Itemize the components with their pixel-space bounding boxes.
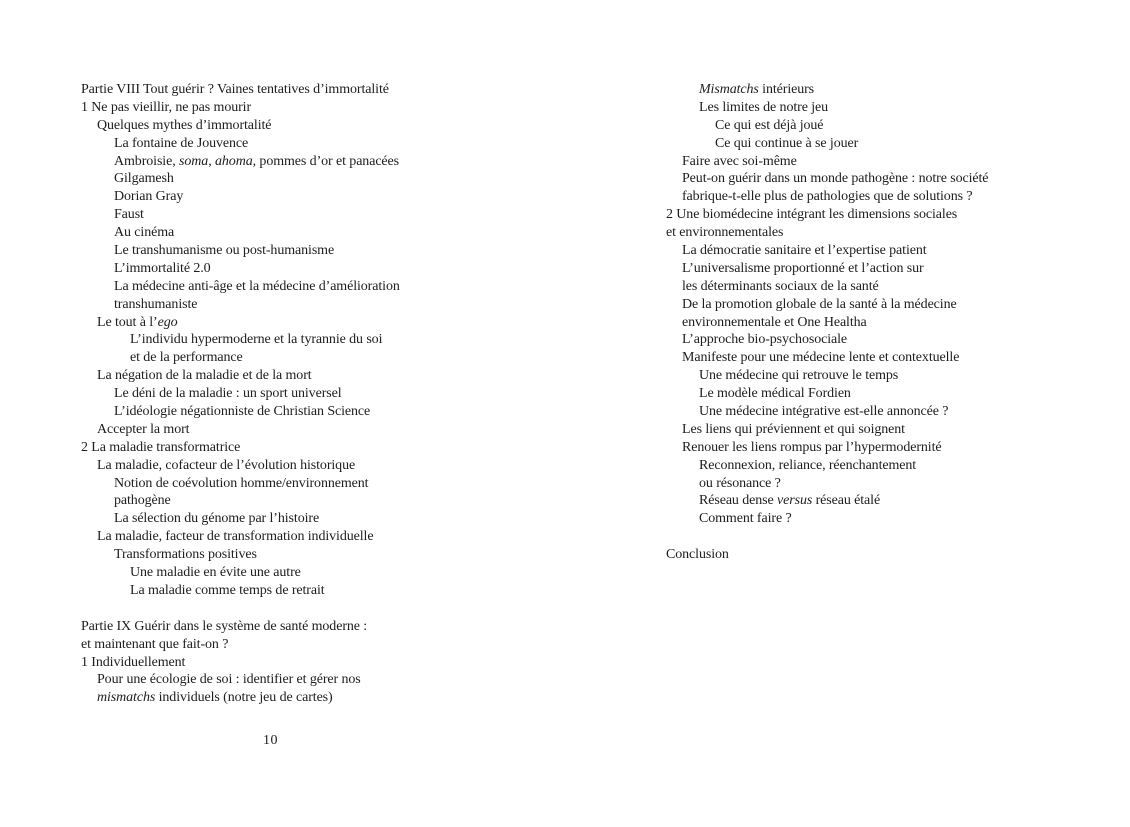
toc-subsection: Comment faire ? (699, 511, 792, 527)
toc-subsection: Les limites de notre jeu (699, 99, 829, 115)
toc-part-heading-continued: et maintenant que fait-on ? (81, 636, 229, 652)
toc-section: Pour une écologie de soi : identifier et gérer nos (97, 672, 361, 688)
toc-subsection: Reconnexion, reliance, réenchantement (699, 457, 917, 473)
toc-subsection: L’idéologie négationniste de Christian Science (114, 404, 371, 420)
toc-subsubsection: Ce qui continue à se jouer (715, 135, 859, 151)
toc-section-continued: les déterminants sociaux de la santé (682, 278, 879, 294)
page-number: 10 (263, 733, 278, 748)
toc-subsection: Faust (114, 207, 144, 223)
toc-section: Peut-on guérir dans un monde pathogène : notre société (682, 171, 989, 187)
toc-section-continued: mismatchs individuels (notre jeu de cartes) (97, 690, 333, 706)
toc-part-heading: Partie VIII Tout guérir ? Vaines tentatives d’immortalité (81, 82, 389, 97)
toc-part-heading: Partie IX Guérir dans le système de santé moderne : (81, 618, 368, 634)
toc-section: Les liens qui préviennent et qui soignent (682, 421, 905, 437)
toc-chapter: 1 Ne pas vieillir, ne pas mourir (81, 99, 252, 115)
toc-section: Manifeste pour une médecine lente et contextuelle (682, 350, 960, 366)
toc-subsection: L’immortalité 2.0 (114, 260, 211, 276)
toc-subsection: Transformations positives (114, 547, 257, 563)
toc-subsection: Une médecine qui retrouve le temps (699, 368, 899, 384)
right-toc-column (666, 81, 1011, 564)
toc-subsection: Au cinéma (114, 225, 175, 241)
toc-subsubsection-continued: et de la performance (130, 350, 243, 366)
toc-subsubsection: Ce qui est déjà joué (715, 117, 824, 133)
toc-section: La démocratie sanitaire et l’expertise patient (682, 243, 927, 259)
toc-section: La négation de la maladie et de la mort (97, 368, 312, 384)
toc-chapter: 2 La maladie transformatrice (81, 439, 241, 455)
toc-subsection: Ambroisie, soma, ahoma, pommes d’or et panacées (114, 153, 400, 169)
toc-chapter: 1 Individuellement (81, 654, 186, 670)
left-toc-column (81, 81, 411, 707)
toc-section: Renouer les liens rompus par l’hypermodernité (682, 439, 942, 455)
toc-section: La maladie, facteur de transformation individuelle (97, 529, 374, 545)
toc-section-continued: environnementale et One Healtha (682, 314, 867, 330)
toc-chapter-continued: et environnementales (666, 225, 784, 241)
toc-section-continued: fabrique-t-elle plus de pathologies que de solutions ? (682, 189, 973, 205)
toc-section: Le tout à l’ego (97, 314, 178, 330)
toc-subsection: Dorian Gray (114, 189, 184, 205)
toc-subsubsection: La maladie comme temps de retrait (130, 582, 325, 598)
toc-section: L’universalisme proportionné et l’action sur (682, 260, 924, 276)
toc-section: De la promotion globale de la santé à la médecine (682, 296, 957, 312)
toc-subsection: Le modèle médical Fordien (699, 386, 851, 402)
toc-subsection: Réseau dense versus réseau étalé (699, 493, 881, 509)
toc-subsubsection: L’individu hypermoderne et la tyrannie du soi (130, 332, 383, 348)
toc-conclusion: Conclusion (666, 547, 729, 563)
toc-subsection: La fontaine de Jouvence (114, 135, 249, 151)
toc-section: Faire avec soi-même (682, 153, 797, 169)
toc-spacer (666, 528, 1011, 546)
toc-subsection: Le transhumanisme ou post-humanisme (114, 243, 335, 259)
toc-subsection-continued: ou résonance ? (699, 475, 781, 491)
right-page (565, 0, 1130, 827)
toc-subsection: La médecine anti-âge et la médecine d’amélioration (114, 278, 400, 294)
toc-subsection: Le déni de la maladie : un sport universel (114, 386, 342, 402)
toc-subsection-continued: transhumaniste (114, 296, 198, 312)
toc-spacer (81, 600, 411, 618)
toc-section: Accepter la mort (97, 421, 190, 437)
toc-section: La maladie, cofacteur de l’évolution historique (97, 457, 356, 473)
toc-subsection: Gilgamesh (114, 171, 174, 187)
toc-section: Quelques mythes d’immortalité (97, 117, 272, 133)
toc-subsubsection: Une maladie en évite une autre (130, 565, 301, 581)
toc-subsection-continued: pathogène (114, 493, 171, 509)
toc-chapter: 2 Une biomédecine intégrant les dimensions sociales (666, 207, 958, 223)
toc-subsection: Notion de coévolution homme/environnement (114, 475, 369, 491)
toc-subsection: Une médecine intégrative est-elle annoncée ? (699, 404, 949, 420)
toc-subsection: Mismatchs intérieurs (699, 82, 815, 97)
toc-section: L’approche bio-psychosociale (682, 332, 848, 348)
toc-subsection: La sélection du génome par l’histoire (114, 511, 320, 527)
